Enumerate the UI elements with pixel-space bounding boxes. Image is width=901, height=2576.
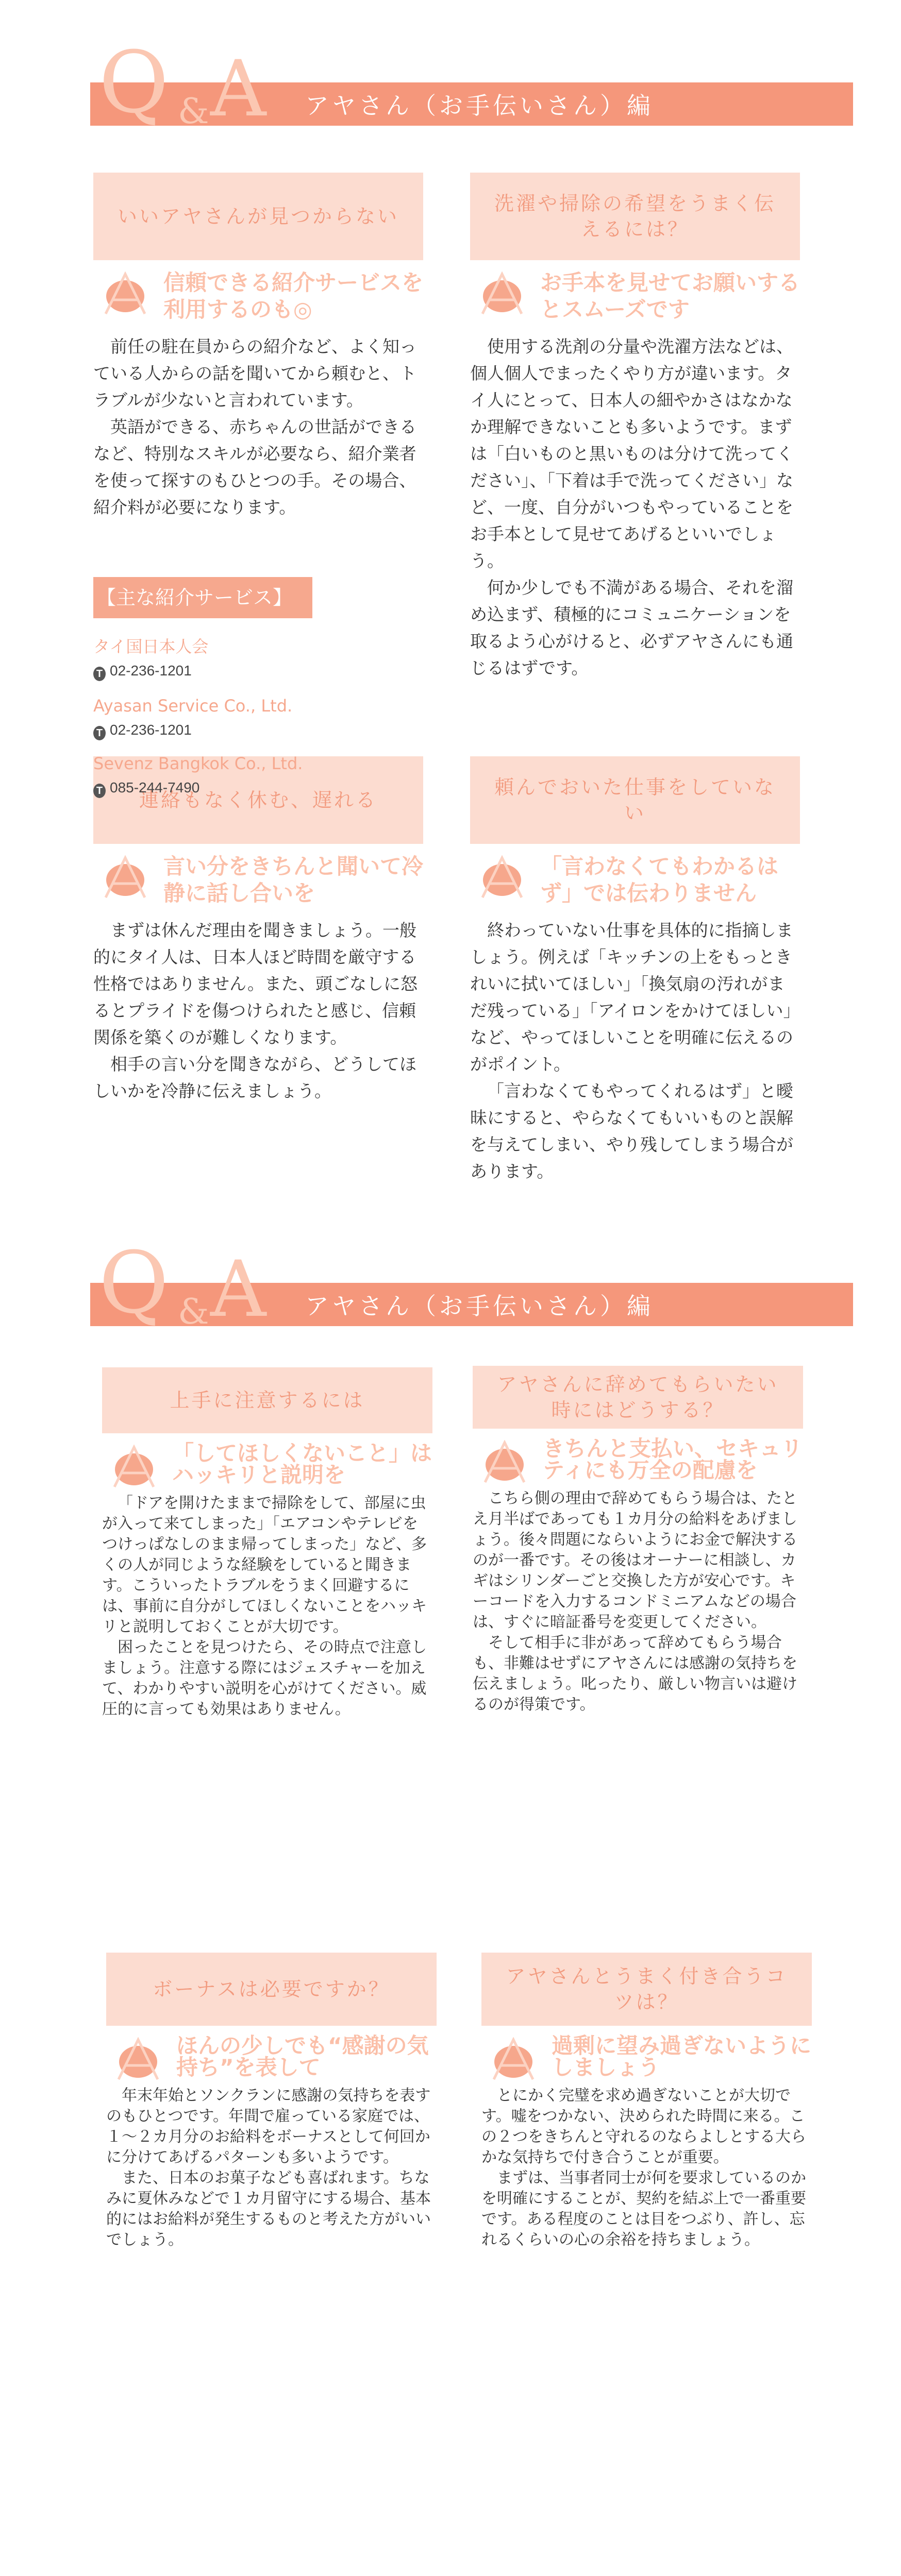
- answer-body: [481, 2086, 812, 2250]
- answer-paragraph: こちら側の理由で辞めてもらう場合は、たとえ月半ばであっても１カ月分の給料をあげましょう。後々問題にならいようにお金で解決するのが一番です。その後はオーナーに相談し、カギはシリンダーごと交換した方が安心です。キーコードを入力するコンドミニアムなどの場合は、すぐに暗証番号を変更してください。: [473, 1489, 797, 1631]
- answer-title: 過剰に望み過ぎないようにしましょう: [552, 2033, 812, 2080]
- answer-paragraph: また、日本のお菓子なども喜ばれます。ちなみに夏休みなどで１カ月留守にする場合、基本的にはお給料が発生するものと考えた方がいいでしょう。: [106, 2169, 431, 2249]
- answer-a-icon: [112, 1445, 159, 1488]
- service-tel-number: 02-236-1201: [110, 722, 192, 738]
- question-box: 頼んでおいた仕事をしていない: [470, 756, 800, 844]
- answer-title: お手本を見せてお願いするとスムーズです: [540, 270, 800, 322]
- answer-title: 言い分をきちんと聞いて冷静に話し合いを: [163, 854, 424, 906]
- answer-body: [473, 1488, 803, 1715]
- qa-logo-a: A: [210, 44, 266, 134]
- service-name: Sevenz Bangkok Co., Ltd.: [93, 754, 303, 773]
- answer-paragraph: まずは、当事者同士が何を要求しているのかを明確にすることが、契約を結ぶ上で一番重要です。ある程度のことは目をつぶり、許し、忘れるくらいの心の余裕を持ちましょう。: [481, 2169, 806, 2249]
- qa-logo-q: Q: [99, 33, 169, 132]
- answer-title: きちんと支払い、セキュリティにも万全の配慮を: [543, 1436, 803, 1483]
- question-box: ボーナスは必要ですか？: [106, 1953, 437, 2026]
- section-title: アヤさん（お手伝いさん）編: [305, 1292, 654, 1320]
- answer-paragraph: まずは休んだ理由を聞きましょう。一般的にタイ人は、日本人ほど時間を厳守する性格ではありません。また、頭ごなしに怒るとプライドを傷つけられたと感じ、信頼関係を築くのが難しくなります。: [93, 920, 418, 1047]
- question-box: 上手に注意するには: [102, 1367, 432, 1433]
- service-tel-number: 02-236-1201: [110, 663, 192, 679]
- qa-logo-ampersand: &: [178, 1292, 209, 1332]
- answer-paragraph: 「ドアを開けたままで掃除をして、部屋に虫が入って来てしまった」「エアコンやテレビをつけっぱなしのまま帰ってしまった」など、多くの人が同じような経験をしていると聞きます。こういったトラブルをうまく回避するには、事前に自分がしてほしくないことをハッキリと説明しておくことが大切です。: [102, 1494, 427, 1636]
- qa-logo-q: Q: [99, 1233, 169, 1332]
- answer-a-icon: [480, 272, 527, 315]
- question-box: アヤさんに辞めてもらいたい時にはどうする？: [473, 1366, 803, 1429]
- qa-logo-a: A: [210, 1245, 266, 1334]
- question-box: 洗濯や掃除の希望をうまく伝えるには？: [470, 173, 800, 260]
- answer-paragraph: 何か少しでも不満がある場合、それを溜め込まず、積極的にコミュニケーションを取るよう心がけると、必ずアヤさんにも通じるはずです。: [470, 578, 793, 678]
- service-tel: [93, 662, 192, 681]
- answer-title: 信頼できる紹介サービスを利用するのも◎: [163, 270, 424, 322]
- answer-a-icon: [104, 855, 150, 899]
- answer-paragraph: そして相手に非があって辞めてもらう場合も、非難はせずにアヤさんには感謝の気持ちを伝えましょう。叱ったり、厳しい物言いは避けるのが得策です。: [473, 1634, 797, 1714]
- answer-title: 「してほしくないこと」はハッキリと説明を: [172, 1440, 432, 1487]
- answer-paragraph: 終わっていない仕事を具体的に指摘しましょう。例えば「キッチンの上をもっときれいに拭いてほしい」「換気扇の汚れがまだ残っている」「アイロンをかけてほしい」など、やってほしいことを明確に伝えるのがポイント。: [470, 920, 800, 1074]
- answer-body: [93, 333, 424, 521]
- phone-icon: T: [93, 784, 106, 798]
- question-box: アヤさんとうまく付き合うコツは？: [481, 1953, 812, 2026]
- service-name: Ayasan Service Co., Ltd.: [93, 696, 293, 716]
- section-title: アヤさん（お手伝いさん）編: [305, 92, 654, 120]
- answer-paragraph: 「言わなくてもやってくれるはず」と曖昧にすると、やらなくてもいいものと誤解を与えてしまい、やり残してしまう場合があります。: [470, 1081, 793, 1181]
- answer-body: [470, 333, 800, 682]
- qa-logo-ampersand: &: [178, 91, 209, 132]
- answer-paragraph: 相手の言い分を聞きながら、どうしてほしいかを冷静に伝えましょう。: [93, 1054, 416, 1101]
- phone-icon: T: [93, 667, 106, 681]
- answer-paragraph: 年末年始とソンクランに感謝の気持ちを表すのもひとつです。年間で雇っている家庭では、１～２カ月分のお給料をボーナスとして何回かに分けてあげるパターンも多いようです。: [106, 2087, 431, 2166]
- answer-paragraph: とにかく完璧を求め過ぎないことが大切です。嘘をつかない、決められた時間に来る。この２つをきちんと守れるのならよしとする大らかな気持ちで付き合うことが重要。: [481, 2087, 806, 2166]
- answer-a-icon: [483, 1440, 529, 1484]
- answer-paragraph: 困ったことを見つけたら、その時点で注意しましょう。注意する際にはジェスチャーを加えて、わかりやすい説明を心がけてください。威圧的に言っても効果はありません。: [102, 1638, 427, 1718]
- service-tel-number: 085-244-7490: [110, 779, 200, 795]
- answer-body: [93, 917, 424, 1105]
- answer-title: ほんの少しでも“感謝の気持ち”を表して: [176, 2033, 429, 2080]
- answer-a-icon: [480, 855, 527, 899]
- answer-body: [102, 1493, 432, 1720]
- service-tel: [93, 721, 192, 740]
- answer-paragraph: 英語ができる、赤ちゃんの世話ができるなど、特別なスキルが必要なら、紹介業者を使って探すのもひとつの手。その場合、紹介料が必要になります。: [93, 417, 416, 517]
- answer-a-icon: [116, 2037, 163, 2081]
- answer-a-icon: [104, 272, 150, 315]
- services-label: 【主な紹介サービス】: [93, 577, 312, 618]
- answer-body: [470, 917, 800, 1185]
- service-name: タイ国日本人会: [93, 637, 209, 656]
- question-box: 連絡もなく休む、遅れる: [93, 756, 423, 844]
- answer-paragraph: 使用する洗剤の分量や洗濯方法などは、個人個人でまったくやり方が違います。タイ人にとって、日本人の細やかさはなかなか理解できないことも多いようです。まずは「白いものと黒いものは分けて洗ってください」、「下着は手で洗ってください」など、一度、自分がいつもやっていることをお手本として見せてあげるといいでしょう。: [470, 336, 793, 571]
- question-box: いいアヤさんが見つからない: [93, 173, 423, 260]
- service-tel: [93, 778, 199, 798]
- answer-a-icon: [492, 2037, 538, 2081]
- answer-title: 「言わなくてもわかるはず」では伝わりません: [540, 854, 779, 906]
- phone-icon: T: [93, 726, 106, 740]
- answer-paragraph: 前任の駐在員からの紹介など、よく知っている人からの話を聞いてから頼むと、トラブルが少ないと言われています。: [93, 336, 416, 410]
- answer-body: [106, 2086, 437, 2250]
